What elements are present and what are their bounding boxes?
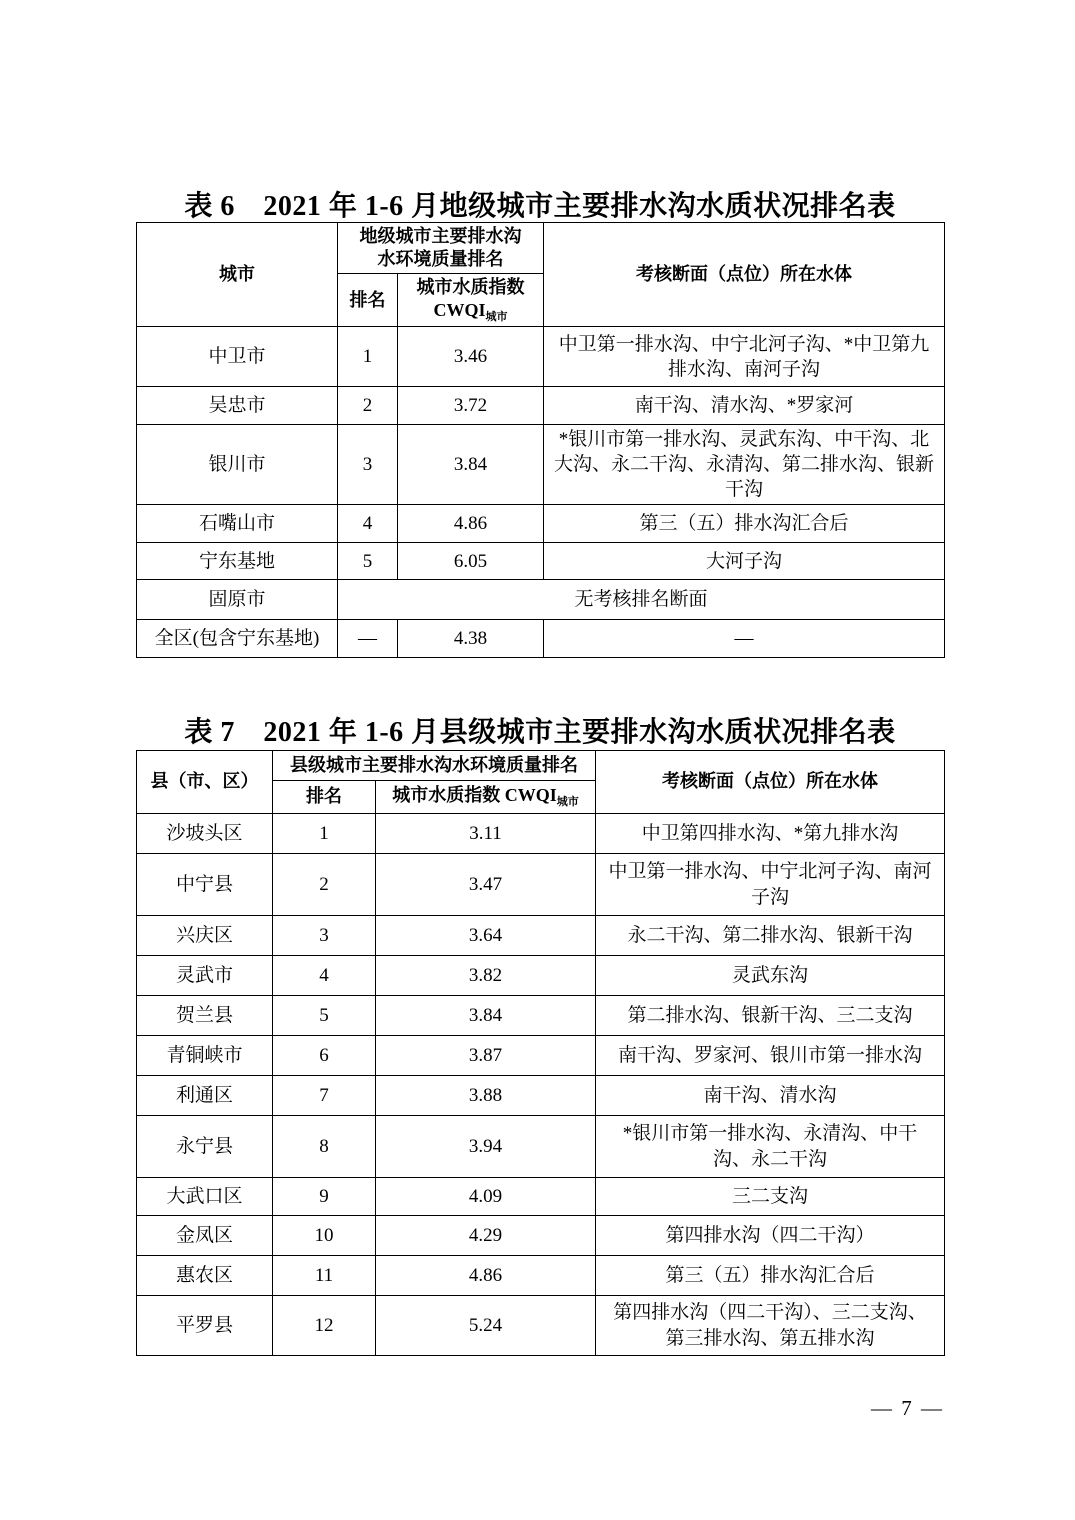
table6-prefecture-ranking-table — [136, 222, 945, 658]
cwqi-cell: 3.84 — [376, 996, 596, 1036]
county-cell: 中宁县 — [137, 854, 273, 916]
city-cell: 银川市 — [137, 425, 338, 505]
rank-cell: 1 — [338, 327, 398, 387]
rank-cell: 11 — [273, 1256, 376, 1296]
water-cell: 永二干沟、第二排水沟、银新干沟 — [596, 916, 945, 956]
water-cell: 中卫第一排水沟、中宁北河子沟、南河子沟 — [596, 854, 945, 916]
cwqi-cell: 4.38 — [398, 620, 544, 658]
city-cell: 中卫市 — [137, 327, 338, 387]
rank-cell: 2 — [273, 854, 376, 916]
table-row — [137, 814, 945, 854]
city-cell: 全区(包含宁东基地) — [137, 620, 338, 658]
table6-group-line1: 地级城市主要排水沟 — [359, 226, 522, 246]
table7-cwqi-subscript: 城市 — [556, 796, 579, 809]
table6-header-row-1 — [137, 223, 945, 274]
water-cell: 第三（五）排水沟汇合后 — [596, 1256, 945, 1296]
table-row — [137, 580, 945, 620]
water-cell: 三二支沟 — [596, 1178, 945, 1216]
table7-header — [137, 751, 945, 814]
table6-title: 表 6 2021 年 1-6 月地级城市主要排水沟水质状况排名表 — [184, 191, 896, 222]
cwqi-cell: 5.24 — [376, 1296, 596, 1356]
table6-col-city: 城市 — [137, 223, 338, 327]
table7-header-row-1 — [137, 751, 945, 781]
water-cell: 中卫第四排水沟、*第九排水沟 — [596, 814, 945, 854]
city-cell: 宁东基地 — [137, 543, 338, 580]
table7-county-ranking-table — [136, 750, 945, 1356]
table6-cwqi-line1: 城市水质指数 — [416, 277, 525, 298]
rank-cell: 4 — [273, 956, 376, 996]
table7-title: 表 7 2021 年 1-6 月县级城市主要排水沟水质状况排名表 — [184, 717, 896, 748]
water-cell: 第二排水沟、银新干沟、三二支沟 — [596, 996, 945, 1036]
county-cell: 永宁县 — [137, 1116, 273, 1178]
table6-cwqi-line2 — [402, 299, 539, 324]
cwqi-cell: 3.72 — [398, 387, 544, 425]
water-cell: 灵武东沟 — [596, 956, 945, 996]
merged-no-assessment-cell: 无考核排名断面 — [338, 580, 945, 620]
table-row — [137, 620, 945, 658]
table7-col-cwqi — [376, 781, 596, 814]
rank-cell: 12 — [273, 1296, 376, 1356]
table-row — [137, 1036, 945, 1076]
water-cell: *银川市第一排水沟、永清沟、中干沟、永二干沟 — [596, 1116, 945, 1178]
table6-group-line2: 水环境质量排名 — [377, 249, 504, 270]
cwqi-cell: 3.47 — [376, 854, 596, 916]
city-cell: 石嘴山市 — [137, 505, 338, 543]
city-cell: 吴忠市 — [137, 387, 338, 425]
cwqi-cell: 3.64 — [376, 916, 596, 956]
water-cell: 第四排水沟（四二干沟） — [596, 1216, 945, 1256]
cwqi-cell: 3.82 — [376, 956, 596, 996]
water-cell: — — [544, 620, 945, 658]
county-cell: 兴庆区 — [137, 916, 273, 956]
rank-cell: 9 — [273, 1178, 376, 1216]
cwqi-cell: 4.09 — [376, 1178, 596, 1216]
water-cell: 第四排水沟（四二干沟）、三二支沟、第三排水沟、第五排水沟 — [596, 1296, 945, 1356]
table-row — [137, 387, 945, 425]
water-cell: 大河子沟 — [544, 543, 945, 580]
county-cell: 贺兰县 — [137, 996, 273, 1036]
table-row — [137, 327, 945, 387]
cwqi-cell: 4.86 — [376, 1256, 596, 1296]
table-row — [137, 1296, 945, 1356]
water-cell: 南干沟、清水沟、*罗家河 — [544, 387, 945, 425]
table7-col-county: 县（市、区） — [137, 751, 273, 814]
table6-col-group — [338, 223, 544, 274]
cwqi-cell: 6.05 — [398, 543, 544, 580]
city-cell: 固原市 — [137, 580, 338, 620]
county-cell: 沙坡头区 — [137, 814, 273, 854]
cwqi-cell: 4.86 — [398, 505, 544, 543]
rank-cell: 5 — [273, 996, 376, 1036]
table-row — [137, 1178, 945, 1216]
cwqi-cell: 3.88 — [376, 1076, 596, 1116]
cwqi-cell: 3.84 — [398, 425, 544, 505]
rank-cell: — — [338, 620, 398, 658]
cwqi-cell: 3.87 — [376, 1036, 596, 1076]
water-cell: 第三（五）排水沟汇合后 — [544, 505, 945, 543]
page-number: — 7 — — [871, 1396, 944, 1420]
rank-cell: 6 — [273, 1036, 376, 1076]
rank-cell: 3 — [338, 425, 398, 505]
table6-col-cwqi — [398, 274, 544, 327]
table-row — [137, 505, 945, 543]
table6-col-rank: 排名 — [338, 274, 398, 327]
table7-col-water: 考核断面（点位）所在水体 — [596, 751, 945, 814]
county-cell: 利通区 — [137, 1076, 273, 1116]
rank-cell: 8 — [273, 1116, 376, 1178]
county-cell: 金凤区 — [137, 1216, 273, 1256]
rank-cell: 3 — [273, 916, 376, 956]
county-cell: 灵武市 — [137, 956, 273, 996]
table-row — [137, 425, 945, 505]
table7-cwqi-label: 城市水质指数 CWQI — [392, 785, 557, 806]
rank-cell: 10 — [273, 1216, 376, 1256]
rank-cell: 2 — [338, 387, 398, 425]
water-cell: 南干沟、清水沟 — [596, 1076, 945, 1116]
water-cell: *银川市第一排水沟、灵武东沟、中干沟、北大沟、永二干沟、永清沟、第二排水沟、银新干沟 — [544, 425, 945, 505]
county-cell: 惠农区 — [137, 1256, 273, 1296]
county-cell: 青铜峡市 — [137, 1036, 273, 1076]
table-row — [137, 1216, 945, 1256]
rank-cell: 4 — [338, 505, 398, 543]
table7-col-group: 县级城市主要排水沟水环境质量排名 — [273, 751, 596, 781]
table-row — [137, 543, 945, 580]
table7-col-rank: 排名 — [273, 781, 376, 814]
table6-header — [137, 223, 945, 327]
table-row — [137, 916, 945, 956]
table-row — [137, 996, 945, 1036]
table6-cwqi-subscript: 城市 — [485, 311, 508, 324]
county-cell: 平罗县 — [137, 1296, 273, 1356]
rank-cell: 5 — [338, 543, 398, 580]
cwqi-cell: 3.94 — [376, 1116, 596, 1178]
table-row — [137, 1256, 945, 1296]
cwqi-cell: 4.29 — [376, 1216, 596, 1256]
table-row — [137, 956, 945, 996]
cwqi-cell: 3.46 — [398, 327, 544, 387]
county-cell: 大武口区 — [137, 1178, 273, 1216]
water-cell: 南干沟、罗家河、银川市第一排水沟 — [596, 1036, 945, 1076]
table-row — [137, 1076, 945, 1116]
water-cell: 中卫第一排水沟、中宁北河子沟、*中卫第九排水沟、南河子沟 — [544, 327, 945, 387]
table6-cwqi-acronym: CWQI — [433, 300, 486, 321]
cwqi-cell: 3.11 — [376, 814, 596, 854]
table-row — [137, 854, 945, 916]
table-row — [137, 1116, 945, 1178]
rank-cell: 1 — [273, 814, 376, 854]
table6-col-water: 考核断面（点位）所在水体 — [544, 223, 945, 327]
rank-cell: 7 — [273, 1076, 376, 1116]
